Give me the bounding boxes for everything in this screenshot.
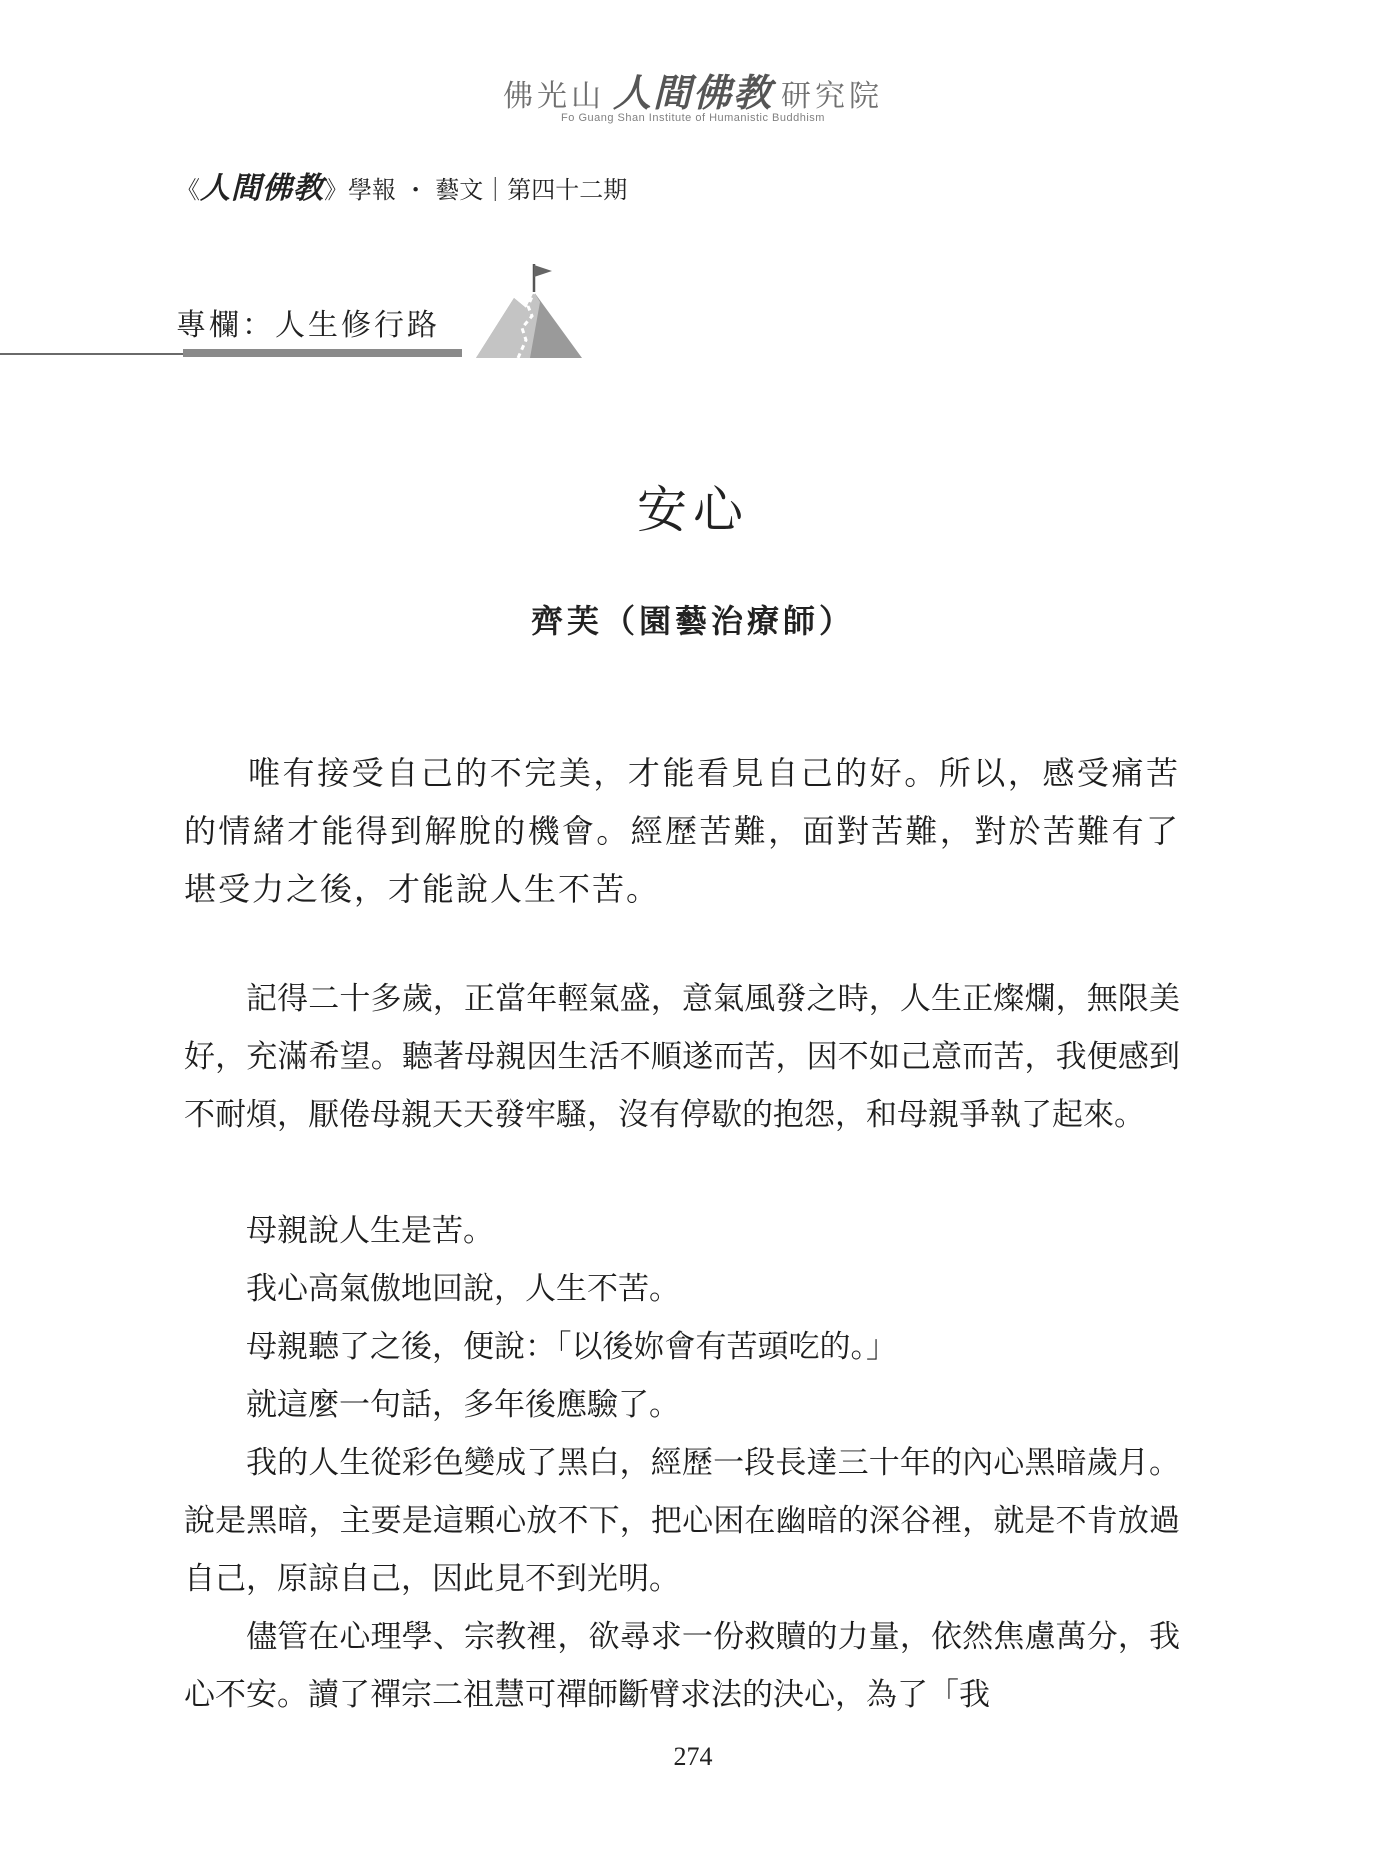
journal-issue: 》學報 ・ 藝文｜第四十二期 [324,176,628,204]
paragraph-2: 記得二十多歲，正當年輕氣盛，意氣風發之時，人生正燦爛，無限美好，充滿希望。聽著母親因生活不順遂而苦，因不如己意而苦，我便感到不耐煩，厭倦母親天天發牢騷，沒有停歇的抱怨，和母親爭執了起來。 [184,981,1180,1133]
article-author: 齊芙（園藝治療師） [530,602,855,640]
paragraph-7: 我的人生從彩色變成了黑白，經歷一段長達三十年的內心黑暗歲月。說是黑暗，主要是這顆心放不下，把心困在幽暗的深谷裡，就是不肯放過自己，原諒自己，因此見不到光明。 [184,1445,1180,1597]
column-divider-bar [183,349,462,357]
humanistic-buddhism-logo: 人間佛教 [612,71,773,115]
mountain-flag-icon [474,262,584,362]
institute-suffix: 研究院 [781,79,883,114]
paragraph-4: 我心高氣傲地回說，人生不苦。 [246,1271,680,1307]
paragraph-6: 就這麼一句話，多年後應驗了。 [246,1387,680,1423]
page-number: 274 [673,1742,713,1771]
journal-bracket-open: 《 [176,176,200,204]
paragraph-1: 唯有接受自己的不完美，才能看見自己的好。所以，感受痛苦的情緒才能得到解脫的機會。經歷苦難，面對苦難，對於苦難有了堪受力之後，才能說人生不苦。 [184,754,1180,908]
journal-header [176,163,627,207]
paragraph-3: 母親說人生是苦。 [246,1213,494,1249]
journal-logo: 人間佛教 [200,171,324,206]
column-divider-thin [0,353,183,355]
paragraph-8: 儘管在心理學、宗教裡，欲尋求一份救贖的力量，依然焦慮萬分，我心不安。讀了禪宗二祖慧可禪師斷臂求法的決心，為了「我 [184,1619,1180,1713]
column-title: 專欄：人生修行路 [176,308,440,343]
institute-english-name: Fo Guang Shan Institute of Humanistic Buddhism [561,112,825,124]
institute-header [0,62,1386,117]
institute-prefix: 佛光山 [502,79,605,114]
paragraph-5: 母親聽了之後，便說：「以後妳會有苦頭吃的。」 [246,1329,897,1365]
article-title: 安心 [637,481,749,539]
